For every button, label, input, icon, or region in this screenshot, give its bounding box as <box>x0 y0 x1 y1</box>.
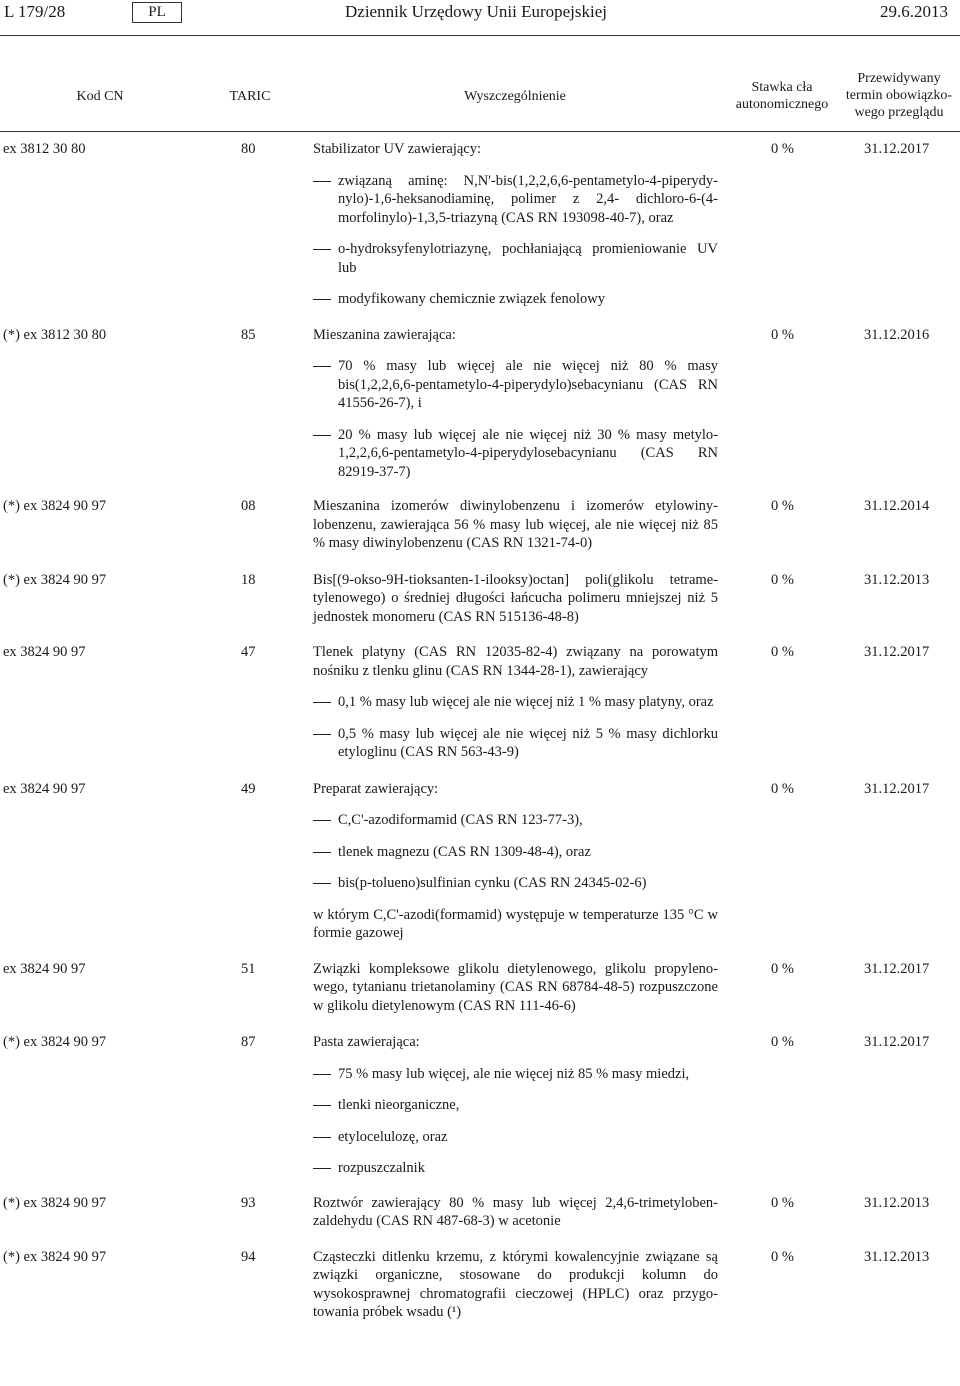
cn-code: ex 3824 90 97 <box>3 780 86 797</box>
col-termin-line2: termin obowiązko- <box>845 88 953 103</box>
table-row <box>0 1248 960 1322</box>
description-text: Cząsteczki ditlenku krzemu, z którymi kowalencyjnie związane są związki organiczne, stosowane do produkcji kolumn do wysokosprawnej chromatografii cieczowej (HPLC) oraz przygotowania próbek wsadu (¹) <box>313 1248 718 1320</box>
table-body <box>0 140 960 1322</box>
review-date: 31.12.2013 <box>864 1194 930 1211</box>
review-date: 31.12.2017 <box>864 644 930 660</box>
table-row <box>0 571 960 627</box>
duty-rate: 0 % <box>771 1034 794 1050</box>
description <box>313 1033 718 1178</box>
list-item <box>313 240 718 277</box>
cn-code: (*) ex 3812 30 80 <box>3 326 107 343</box>
em-dash-marker <box>313 181 331 182</box>
review-date: 31.12.2017 <box>864 960 930 977</box>
list-item <box>313 725 718 762</box>
list-item-text: rozpuszczalnik <box>338 1160 425 1176</box>
list-item <box>313 1065 718 1084</box>
description-text: Związki kompleksowe glikolu dietylenowego, glikolu propylenowego, tytanianu trietanolaminy (CAS RN 68784-48-5) rozpuszczone w glikolu dietylenowym (CAS RN 111-46-6) <box>313 960 718 1014</box>
list-item <box>313 843 718 862</box>
list-item <box>313 357 718 413</box>
cn-code: ex 3812 30 80 <box>3 141 86 157</box>
em-dash-marker <box>313 702 331 703</box>
language-badge: PL <box>132 2 182 23</box>
description-text: Roztwór zawierający 80 % masy lub więcej 2,4,6-trimetylobenzaldehydu (CAS RN 487-68-3) w acetonie <box>313 1194 718 1229</box>
col-stawka-line1: Stawka cła <box>751 80 813 95</box>
cn-code: ex 3824 90 97 <box>3 644 86 660</box>
list-item <box>313 1159 718 1178</box>
list-item <box>313 1096 718 1115</box>
em-dash-marker <box>313 1105 331 1106</box>
em-dash-marker <box>313 820 331 821</box>
review-date: 31.12.2017 <box>864 780 930 797</box>
col-taric: TARIC <box>229 89 271 104</box>
table-row <box>0 643 960 762</box>
table-row <box>0 1033 960 1178</box>
cn-code: ex 3824 90 97 <box>3 960 86 977</box>
list-item-text: C,C'-azodiformamid (CAS RN 123-77-3), <box>338 812 583 828</box>
col-stawka <box>722 79 842 113</box>
description-text: Tlenek platyny (CAS RN 12035-82-4) związany na porowatym nośniku z tlenku glinu (CAS RN 1344-28-1), zawierający <box>313 644 718 679</box>
em-dash-marker <box>313 883 331 884</box>
table-row <box>0 780 960 943</box>
col-termin-line1: Przewidywany <box>857 71 941 86</box>
list-item-text: 70 % masy lub więcej ale nie więcej niż 80 % masy bis(1,2,2,6,6-pentametylo-4-piperydylo)sebacynianu (CAS RN 41556-26-7), i <box>338 358 718 411</box>
review-date: 31.12.2013 <box>864 1248 930 1265</box>
description <box>313 960 718 1016</box>
cn-code: (*) ex 3824 90 97 <box>3 1248 107 1265</box>
duty-rate: 0 % <box>771 498 794 514</box>
review-date: 31.12.2014 <box>864 498 930 514</box>
issue-date: 29.6.2013 <box>880 2 948 21</box>
journal-title: Dziennik Urzędowy Unii Europejskiej <box>345 2 608 21</box>
em-dash-marker <box>313 299 331 300</box>
description <box>313 1194 718 1231</box>
header-rule <box>0 35 960 36</box>
review-date: 31.12.2017 <box>864 1034 930 1050</box>
list-item-text: o-hydroksyfenylotriazynę, pochłaniającą promieniowanie UV lub <box>338 241 718 276</box>
duty-rate: 0 % <box>771 1248 794 1265</box>
table-row <box>0 497 960 553</box>
duty-rate: 0 % <box>771 141 794 157</box>
list-item-text: 0,5 % masy lub więcej ale nie więcej niż 5 % masy dichlorku etyloglinu (CAS RN 563-43-9) <box>338 725 718 760</box>
description <box>313 643 718 762</box>
review-date: 31.12.2016 <box>864 326 930 343</box>
list-item <box>313 172 718 228</box>
em-dash-marker <box>313 249 331 250</box>
review-date: 31.12.2017 <box>864 141 930 157</box>
description <box>313 571 718 627</box>
taric-code: 85 <box>241 326 256 343</box>
em-dash-marker <box>313 366 331 367</box>
page-header <box>0 0 960 28</box>
cn-code: (*) ex 3824 90 97 <box>3 571 107 588</box>
duty-rate: 0 % <box>771 644 794 660</box>
table-header <box>0 65 960 131</box>
duty-rate: 0 % <box>771 571 794 588</box>
taric-code: 93 <box>241 1194 256 1211</box>
review-date: 31.12.2013 <box>864 571 930 588</box>
duty-rate: 0 % <box>771 1194 794 1211</box>
cn-code: (*) ex 3824 90 97 <box>3 1034 107 1050</box>
list-item-text: tlenek magnezu (CAS RN 1309-48-4), oraz <box>338 843 591 860</box>
em-dash-marker <box>313 734 331 735</box>
col-termin-line3: wego przeglądu <box>854 105 944 120</box>
duty-rate: 0 % <box>771 326 794 343</box>
taric-code: 80 <box>241 141 256 157</box>
col-wyszczegolnienie: Wyszczególnienie <box>464 89 566 104</box>
list-item <box>313 693 718 712</box>
table-row <box>0 140 960 309</box>
description <box>313 326 718 482</box>
taric-code: 87 <box>241 1034 256 1050</box>
em-dash-marker <box>313 1168 331 1169</box>
taric-code: 18 <box>241 571 256 588</box>
description-text: Mieszanina zawierająca: <box>313 326 456 343</box>
description-text: Mieszanina izomerów diwinylobenzenu i izomerów etylowinylobenzenu, zawierająca 56 % masy lub więcej, ale nie więcej niż 85 % masy diwinylobenzenu (CAS RN 1321-74-0) <box>313 498 718 551</box>
list-item-text: modyfikowany chemicznie związek fenolowy <box>338 291 605 307</box>
col-termin <box>838 70 960 121</box>
description <box>313 780 718 943</box>
list-item <box>313 426 718 482</box>
description-text: Stabilizator UV zawierający: <box>313 141 482 157</box>
em-dash-marker <box>313 1074 331 1075</box>
taric-code: 51 <box>241 960 256 977</box>
list-item-text: etylocelulozę, oraz <box>338 1128 448 1145</box>
description <box>313 140 718 309</box>
list-item <box>313 290 718 309</box>
description-text: Pasta zawierająca: <box>313 1034 420 1050</box>
list-item-text: 75 % masy lub więcej, ale nie więcej niż 85 % masy miedzi, <box>338 1065 690 1082</box>
table-header-rule <box>0 131 960 132</box>
description-text: Preparat zawierający: <box>313 780 439 797</box>
list-item-text: 20 % masy lub więcej ale nie więcej niż 30 % masy metylo-1,2,2,6,6-pentametylo-4-piperydylosebacynianu (CAS RN 82919-37-7) <box>338 426 718 480</box>
list-item-text: tlenki nieorganiczne, <box>338 1097 460 1113</box>
list-item-text: związaną aminę: N,N'-bis(1,2,2,6,6-pentametylo-4-piperydynylo)-1,6-heksanodiaminę, polimer z 2,4- dichloro-6-(4-morfolinylo)-1,3,5-triazyną (CAS RN 193098-40-7), oraz <box>338 172 718 226</box>
em-dash-marker <box>313 852 331 853</box>
description <box>313 497 718 553</box>
list-item <box>313 874 718 893</box>
list-item-text: 0,1 % masy lub więcej ale nie więcej niż 1 % masy platyny, oraz <box>338 694 714 710</box>
cn-code: (*) ex 3824 90 97 <box>3 1194 107 1211</box>
description-text: Bis[(9-okso-9H-tioksanten-1-ilooksy)octan] poli(glikolu tetrametylenowego) o średniej długości łańcucha polimeru mniejszej niż 5 jednostek monomeru (CAS RN 515136-48-8) <box>313 571 718 625</box>
description <box>313 1248 718 1322</box>
taric-code: 47 <box>241 644 256 660</box>
taric-code: 94 <box>241 1248 256 1265</box>
em-dash-marker <box>313 435 331 436</box>
col-kod-cn: Kod CN <box>76 89 124 104</box>
list-item <box>313 1128 718 1147</box>
list-item-text: bis(p-tolueno)sulfinian cynku (CAS RN 24345-02-6) <box>338 875 647 891</box>
taric-code: 49 <box>241 780 256 797</box>
description-note: w którym C,C'-azodi(formamid) występuje w temperaturze 135 °C w formie gazowej <box>313 906 718 941</box>
duty-rate: 0 % <box>771 780 794 797</box>
list-item <box>313 811 718 830</box>
table-row <box>0 326 960 482</box>
taric-code: 08 <box>241 498 256 514</box>
table-row <box>0 960 960 1016</box>
cn-code: (*) ex 3824 90 97 <box>3 498 107 514</box>
col-stawka-line2: autonomicznego <box>735 97 829 112</box>
page-number: L 179/28 <box>4 2 66 21</box>
table-row <box>0 1194 960 1231</box>
duty-rate: 0 % <box>771 960 794 977</box>
em-dash-marker <box>313 1137 331 1138</box>
